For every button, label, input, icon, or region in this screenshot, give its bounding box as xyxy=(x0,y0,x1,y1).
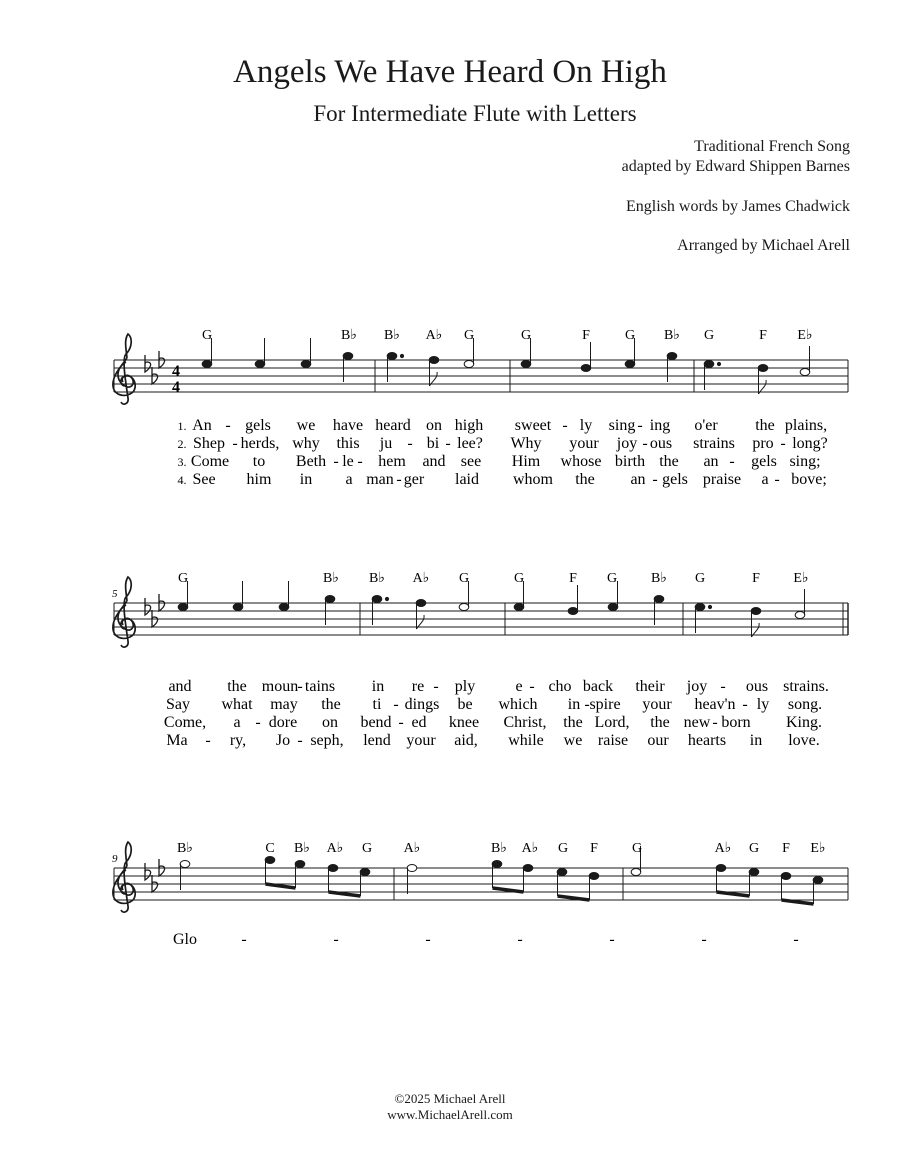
lyric-syllable: - xyxy=(793,931,799,948)
lyric-syllable: - xyxy=(333,453,339,470)
footer xyxy=(0,1091,900,1123)
lyric-syllable: - xyxy=(729,453,735,470)
lyric-syllable: lend xyxy=(363,732,391,749)
song-subtitle: For Intermediate Flute with Letters xyxy=(313,101,637,126)
lyric-syllable: sweet xyxy=(514,417,552,434)
lyric-syllable: heav'n xyxy=(694,696,736,713)
note-letter: B♭ xyxy=(369,571,385,586)
note xyxy=(407,865,417,895)
lyric-syllable: laid xyxy=(455,471,479,488)
lyric-syllable: - xyxy=(241,931,247,948)
note-letter: E♭ xyxy=(810,841,826,856)
lyric-syllable: on xyxy=(322,714,338,731)
lyric-syllable: ous xyxy=(649,435,673,452)
lyric-syllable: love. xyxy=(788,732,820,749)
lyric-syllable: while xyxy=(508,732,544,749)
note-letter: A♭ xyxy=(412,571,430,586)
lyric-syllable: - xyxy=(398,714,404,731)
lyric-syllable: ply xyxy=(454,678,476,695)
lyric-syllable: - xyxy=(780,435,786,452)
eighth-note-pair xyxy=(781,873,823,905)
lyric-syllable: cho xyxy=(548,678,572,695)
lyric-syllable: dings xyxy=(404,696,440,713)
note-letter: G xyxy=(557,841,569,856)
lyric-syllable: long? xyxy=(792,435,828,452)
lyric-syllable: the xyxy=(575,471,595,488)
note-letter: A♭ xyxy=(403,841,421,856)
lyric-syllable: - xyxy=(333,931,339,948)
lyric-syllable: we xyxy=(563,732,583,749)
lyric-syllable: on xyxy=(426,417,442,434)
arranger-credit: Arranged by Michael Arell xyxy=(677,237,850,254)
lyric-syllable: a xyxy=(233,714,241,731)
lyric-syllable: be xyxy=(457,696,473,713)
lyric-syllable: aid, xyxy=(454,732,478,749)
lyric-syllable: - xyxy=(225,417,231,434)
lyric-syllable: re xyxy=(411,678,425,695)
flat-icon xyxy=(145,863,151,880)
lyric-syllable: strains. xyxy=(783,678,829,695)
note-letter: B♭ xyxy=(177,841,193,856)
note xyxy=(372,596,388,626)
lyric-syllable: Come, xyxy=(163,714,207,731)
lyric-syllable: - xyxy=(562,417,568,434)
lyric-syllable: song. xyxy=(787,696,823,713)
time-signature xyxy=(172,363,180,396)
lyric-syllable: whose xyxy=(560,453,602,470)
eighth-note-pair xyxy=(716,865,759,897)
lyric-syllable: - xyxy=(701,931,707,948)
verse-number: 4. xyxy=(177,473,187,487)
lyric-syllable: lee? xyxy=(457,435,483,452)
song-title: Angels We Have Heard On High xyxy=(233,54,667,90)
lyric-syllable: Beth xyxy=(295,453,327,470)
lyric-syllable: we xyxy=(296,417,316,434)
lyric-syllable: o'er xyxy=(694,417,718,434)
lyric-syllable: herds, xyxy=(240,435,280,452)
lyric-syllable: ger xyxy=(403,471,425,488)
lyric-syllable: King. xyxy=(786,714,822,731)
lyric-syllable: - xyxy=(642,435,648,452)
lyric-syllable: sing xyxy=(608,417,636,434)
lyric-syllable: high xyxy=(454,417,484,434)
lyric-syllable: moun xyxy=(261,678,299,695)
lyricist-credit: English words by James Chadwick xyxy=(626,198,850,215)
lyric-syllable: - xyxy=(357,453,363,470)
treble-clef-icon xyxy=(113,334,135,404)
lyric-syllable: - xyxy=(517,931,523,948)
lyric-syllable: - xyxy=(232,435,238,452)
lyric-syllable: ry, xyxy=(229,732,247,749)
lyric-syllable: bove; xyxy=(791,471,827,488)
lyric-syllable: ly xyxy=(579,417,593,434)
note-letters xyxy=(178,571,809,586)
lyrics xyxy=(178,417,828,488)
note-letter: G xyxy=(624,328,636,343)
note-letter: B♭ xyxy=(294,841,310,856)
lyric-syllable: gels xyxy=(662,471,688,488)
note-letter: F xyxy=(782,841,790,856)
lyric-syllable: - xyxy=(712,714,718,731)
lyric-syllable: hem xyxy=(378,453,406,470)
note-letter: G xyxy=(513,571,525,586)
lyric-syllable: e xyxy=(515,678,523,695)
note xyxy=(301,338,311,368)
lyric-syllable: praise xyxy=(702,471,742,488)
lyric-syllable: joy xyxy=(616,435,638,452)
note xyxy=(233,581,243,611)
lyric-syllable: strains xyxy=(693,435,735,452)
lyric-syllable: Glo xyxy=(173,931,197,948)
lyric-syllable: new xyxy=(683,714,711,731)
lyric-syllable: dore xyxy=(268,714,298,731)
note-letter: G xyxy=(631,841,643,856)
note xyxy=(581,342,591,372)
lyric-syllable: an xyxy=(630,471,646,488)
lyric-syllable: - xyxy=(297,732,303,749)
note-letter: F xyxy=(569,571,577,586)
composer-line-2: adapted by Edward Shippen Barnes xyxy=(621,158,850,175)
note xyxy=(654,596,664,626)
verse-number: 3. xyxy=(177,455,187,469)
note xyxy=(667,353,677,383)
note-letter: A♭ xyxy=(425,328,443,343)
lyric-syllable: Say xyxy=(166,696,190,713)
note xyxy=(180,861,190,891)
lyric-syllable: why xyxy=(292,435,320,452)
lyric-syllable: birth xyxy=(614,453,646,470)
note-letter: B♭ xyxy=(384,328,400,343)
lyric-syllable: what xyxy=(221,696,253,713)
measure-number: 5 xyxy=(112,588,118,600)
lyric-syllable: the xyxy=(755,417,775,434)
note xyxy=(343,353,353,383)
lyric-syllable: and xyxy=(422,453,446,470)
note xyxy=(416,600,426,630)
website-link[interactable]: www.MichaelArell.com xyxy=(387,1107,513,1122)
note-letter: C xyxy=(265,841,275,856)
lyric-syllable: heard xyxy=(375,417,411,434)
lyric-syllable: Him xyxy=(511,453,541,470)
note xyxy=(279,581,289,611)
lyric-syllable: man xyxy=(366,471,394,488)
lyric-syllable: tains xyxy=(304,678,336,695)
lyric-syllable: - xyxy=(529,678,535,695)
lyric-syllable: our xyxy=(647,732,669,749)
lyric-syllable: gels xyxy=(245,417,271,434)
note-letters xyxy=(177,841,826,856)
lyric-syllable: knee xyxy=(448,714,480,731)
lyric-syllable: seph, xyxy=(310,732,344,749)
note-letter: F xyxy=(582,328,590,343)
lyric-syllable: joy xyxy=(686,678,708,695)
lyric-syllable: - xyxy=(205,732,211,749)
lyrics xyxy=(173,931,799,948)
lyric-syllable: back xyxy=(582,678,614,695)
lyric-syllable: see xyxy=(460,453,482,470)
lyric-syllable: - xyxy=(445,435,451,452)
lyric-syllable: Why xyxy=(510,435,542,452)
lyric-syllable: ti xyxy=(372,696,382,713)
note-letter: F xyxy=(752,571,760,586)
note-letter: B♭ xyxy=(491,841,507,856)
lyric-syllable: - xyxy=(720,678,726,695)
note-letter: G xyxy=(463,328,475,343)
note xyxy=(255,338,265,368)
lyric-syllable: the xyxy=(659,453,679,470)
lyric-syllable: a xyxy=(761,471,769,488)
note xyxy=(704,361,720,391)
lyric-syllable: the xyxy=(321,696,341,713)
note-letter: B♭ xyxy=(341,328,357,343)
note xyxy=(795,589,805,619)
note-letters xyxy=(202,328,813,343)
lyric-syllable: a xyxy=(345,471,353,488)
lyric-syllable: - xyxy=(396,471,402,488)
copyright-text: ©2025 Michael Arell xyxy=(394,1091,506,1106)
svg-text:4: 4 xyxy=(172,363,180,380)
lyric-syllable: the xyxy=(227,678,247,695)
note-letter: G xyxy=(361,841,373,856)
lyric-syllable: - xyxy=(297,678,303,695)
lyric-syllable: their xyxy=(635,678,665,695)
lyric-syllable: An xyxy=(192,417,212,434)
lyric-syllable: - xyxy=(584,696,590,713)
lyric-syllable: bi xyxy=(426,435,440,452)
lyric-syllable: - xyxy=(742,696,748,713)
lyric-syllable: sing; xyxy=(789,453,821,470)
lyric-syllable: ed xyxy=(411,714,427,731)
lyric-syllable: - xyxy=(393,696,399,713)
lyric-syllable: ly xyxy=(756,696,770,713)
lyric-syllable: the xyxy=(650,714,670,731)
note-letter: F xyxy=(590,841,598,856)
note-letter: A♭ xyxy=(714,841,732,856)
lyric-syllable: - xyxy=(255,714,261,731)
lyric-syllable: - xyxy=(407,435,413,452)
note-letter: G xyxy=(458,571,470,586)
note-letter: G xyxy=(748,841,760,856)
system-3 xyxy=(112,841,848,948)
note-letter: G xyxy=(177,571,189,586)
note-letter: B♭ xyxy=(664,328,680,343)
lyric-syllable: ous xyxy=(745,678,769,695)
lyric-syllable: hearts xyxy=(687,732,727,749)
note-letter: B♭ xyxy=(651,571,667,586)
note-letter: A♭ xyxy=(521,841,539,856)
lyric-syllable: spire xyxy=(589,696,621,713)
note-letter: G xyxy=(520,328,532,343)
flat-icon xyxy=(145,355,151,372)
lyric-syllable: Jo xyxy=(275,732,291,749)
lyric-syllable: Lord, xyxy=(594,714,630,731)
lyric-syllable: le xyxy=(342,453,354,470)
note-letter: G xyxy=(703,328,715,343)
note xyxy=(325,596,335,626)
lyric-syllable: the xyxy=(563,714,583,731)
lyric-syllable: this xyxy=(336,435,360,452)
note-letter: G xyxy=(606,571,618,586)
note-letter: F xyxy=(759,328,767,343)
lyric-syllable: and xyxy=(168,678,192,695)
note xyxy=(751,608,761,638)
lyric-syllable: pro xyxy=(752,435,774,452)
note xyxy=(387,353,403,383)
verse-number: 1. xyxy=(177,419,187,433)
lyric-syllable: Shep xyxy=(193,435,225,452)
lyric-syllable: plains, xyxy=(784,417,828,434)
lyric-syllable: have xyxy=(332,417,364,434)
lyric-syllable: your xyxy=(569,435,599,452)
lyric-syllable: may xyxy=(270,696,298,713)
verse-number: 2. xyxy=(177,437,187,451)
note-letter: G xyxy=(694,571,706,586)
lyric-syllable: Come xyxy=(190,453,230,470)
lyric-syllable: ing xyxy=(649,417,671,434)
note-letter: G xyxy=(201,328,213,343)
lyric-syllable: which xyxy=(498,696,538,713)
lyric-syllable: ju xyxy=(379,435,393,452)
lyric-syllable: gels xyxy=(751,453,777,470)
lyric-syllable: an xyxy=(703,453,719,470)
lyric-syllable: raise xyxy=(597,732,629,749)
note-letter: E♭ xyxy=(797,328,813,343)
lyric-syllable: Ma xyxy=(166,732,188,749)
system-2 xyxy=(112,571,848,749)
note-letter: A♭ xyxy=(326,841,344,856)
lyric-syllable: - xyxy=(652,471,658,488)
note xyxy=(695,604,711,634)
note xyxy=(800,346,810,376)
lyric-syllable: in xyxy=(371,678,385,695)
note xyxy=(429,357,439,387)
lyric-syllable: bend xyxy=(360,714,392,731)
lyric-syllable: - xyxy=(425,931,431,948)
lyric-syllable: in xyxy=(749,732,763,749)
system-1 xyxy=(113,328,848,488)
note-letter: B♭ xyxy=(323,571,339,586)
lyric-syllable: in xyxy=(567,696,581,713)
eighth-note-pair xyxy=(265,857,305,889)
lyric-syllable: See xyxy=(192,471,216,488)
measure-number: 9 xyxy=(112,853,118,865)
lyric-syllable: to xyxy=(252,453,266,470)
lyric-syllable: in xyxy=(299,471,313,488)
lyric-syllable: born xyxy=(721,714,751,731)
lyric-syllable: - xyxy=(609,931,615,948)
lyric-syllable: your xyxy=(406,732,436,749)
lyric-syllable: - xyxy=(637,417,643,434)
lyric-syllable: Christ, xyxy=(503,714,547,731)
lyrics xyxy=(164,678,829,749)
note xyxy=(758,365,768,395)
eighth-note-pair xyxy=(328,865,370,897)
lyric-syllable: your xyxy=(642,696,672,713)
lyric-syllable: - xyxy=(433,678,439,695)
flat-icon xyxy=(145,598,151,615)
lyric-syllable: whom xyxy=(513,471,553,488)
lyric-syllable: - xyxy=(774,471,780,488)
note-letter: E♭ xyxy=(793,571,809,586)
note xyxy=(568,585,578,615)
composer-line-1: Traditional French Song xyxy=(694,138,850,155)
svg-text:4: 4 xyxy=(172,379,180,396)
lyric-syllable: him xyxy=(246,471,272,488)
